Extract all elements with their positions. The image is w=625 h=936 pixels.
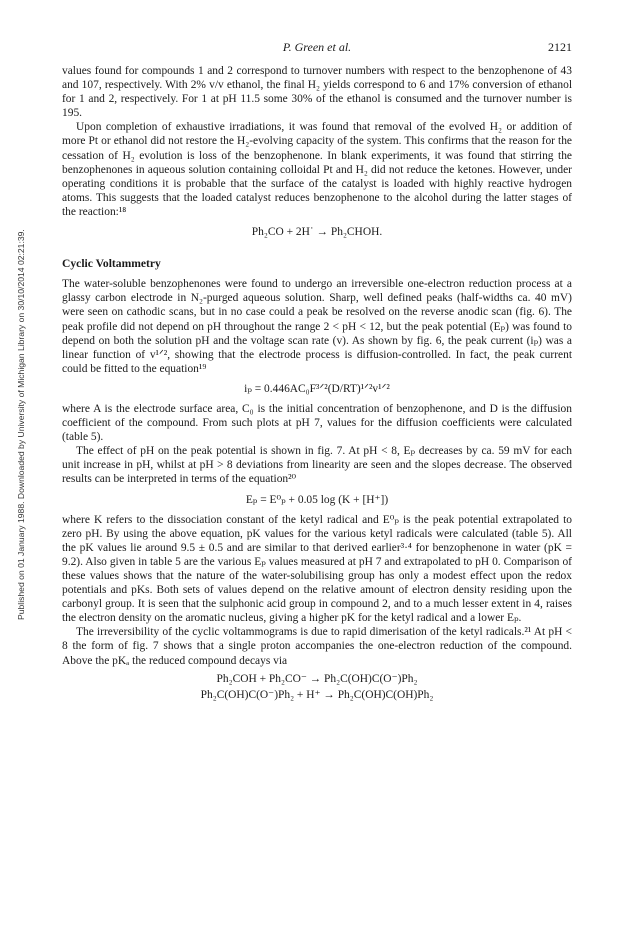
paragraph: The effect of pH on the peak potential is shown in fig. 7. At pH < 8, Eₚ decreases by ca. 59 mV for each unit increase in pH, whilst at pH > 8 deviations from linearity are seen and the slopes decrease. The observed results can be interpreted in terms of the equation²⁰	[62, 445, 572, 486]
page-number: 2121	[548, 40, 572, 54]
paragraph: values found for compounds 1 and 2 correspond to turnover numbers with respect to the benzophenone of 43 and 107, respectively. With 2% v/v ethanol, the final H₂ yields correspond to 6 and 17% conversion of ethanol for 1 and 2, respectively. For 1 at pH 11.5 some 30% of the ethanol is consumed and the turnover number is 195.	[62, 65, 572, 120]
equation-reduction: Ph₂CO + 2H˙ → Ph₂CHOH.	[251, 226, 383, 239]
paragraph: where A is the electrode surface area, C₀ is the initial concentration of benzophenone, and D is the diffusion coefficient of the compound. From such plots at pH 7, values for the diffusion coefficients were calculated (table 5).	[62, 402, 572, 444]
download-notice-text: Published on 01 January 1988. Downloaded by University of Michigan Library on 30/10/2014 02:21:39.	[16, 229, 26, 620]
equation-protonation: Ph₂C(OH)C(O⁻)Ph₂ + H⁺ → Ph₂C(OH)C(OH)Ph₂	[200, 688, 434, 701]
running-head: P. Green et al.	[282, 40, 352, 54]
equation-dimerisation: Ph₂COH + Ph₂CO⁻ → Ph₂C(OH)C(O⁻)Ph₂	[216, 672, 418, 685]
equation-peak-current: iₚ = 0.446AC₀F³ᐟ²(D/RT)¹ᐟ²v¹ᐟ²	[244, 382, 390, 395]
section-heading: Cyclic Voltammetry	[62, 257, 161, 271]
paragraph: The irreversibility of the cyclic voltammograms is due to rapid dimerisation of the ketyl radicals.²¹ At pH < 8 the form of fig. 7 shows that a single proton accompanies the one-electron reduction of the compound. Above the pKₐ the reduced compound decays via	[62, 626, 572, 667]
download-watermark	[6, 150, 26, 620]
paragraph: Upon completion of exhaustive irradiations, it was found that removal of the evolved H₂ or addition of more Pt or ethanol did not restore the H₂-evolving capacity of the system. This confirms that the reason for the cessation of H₂ evolution is loss of the benzophenone. In blank experiments, it was found that stirring the benzophenones in aqueous solution containing colloidal Pt and H₂ did not reduce the ketones. However, under operating conditions it is probable that the surface of the catalyst is loaded with highly reactive hydrogen atoms. This suggests that the loaded catalyst reduces benzophenone to the alcohol during the latter stages of the reaction:¹⁸	[62, 121, 572, 218]
article-body	[62, 64, 572, 704]
equation-peak-potential: Eₚ = E⁰ₚ + 0.05 log (K + [H⁺])	[245, 493, 389, 506]
page-header	[62, 40, 572, 58]
paragraph: where K refers to the dissociation constant of the ketyl radical and E⁰ₚ is the peak potential extrapolated to zero pH. By using the above equation, pK values for the various ketyl radicals were calculated (table 5). All the pK values lie around 9.5 ± 0.5 and are similar to that derived earlier³·⁴ for benzophenone in water (pK = 9.2). Also given in table 5 are the various Eₚ values measured at pH 7 and extrapolated to pH 0. Comparison of these values shows that the nature of the water-solubilising group has only a modest effect upon the redox potentials and pKs. Both sets of values depend on the relative amount of electron density residing upon the carbonyl group. It is seen that the sulphonic acid group in compound 2, and to a much lesser extent in 4, raises the electron density on the aromatic nucleus, giving a higher pK for the ketyl radical and a lower Eₚ.	[62, 513, 572, 625]
paragraph: The water-soluble benzophenones were found to undergo an irreversible one-electron reduction process at a glassy carbon electrode in N₂-purged aqueous solution. Sharp, well defined peaks (half-widths ca. 40 mV) were seen on cathodic scans, but in no case could a peak be resolved on the reverse anodic scan (fig. 6). The peak profile did not depend on pH throughout the range 2 < pH < 12, but the peak potential (Eₚ) was found to depend on both the solution pH and the voltage scan rate (v). As shown by fig. 6, the peak current (iₚ) was a linear function of v¹ᐟ², showing that the electrode process is diffusion-controlled. In fact, the peak current could be fitted to the equation¹⁹	[62, 278, 572, 375]
